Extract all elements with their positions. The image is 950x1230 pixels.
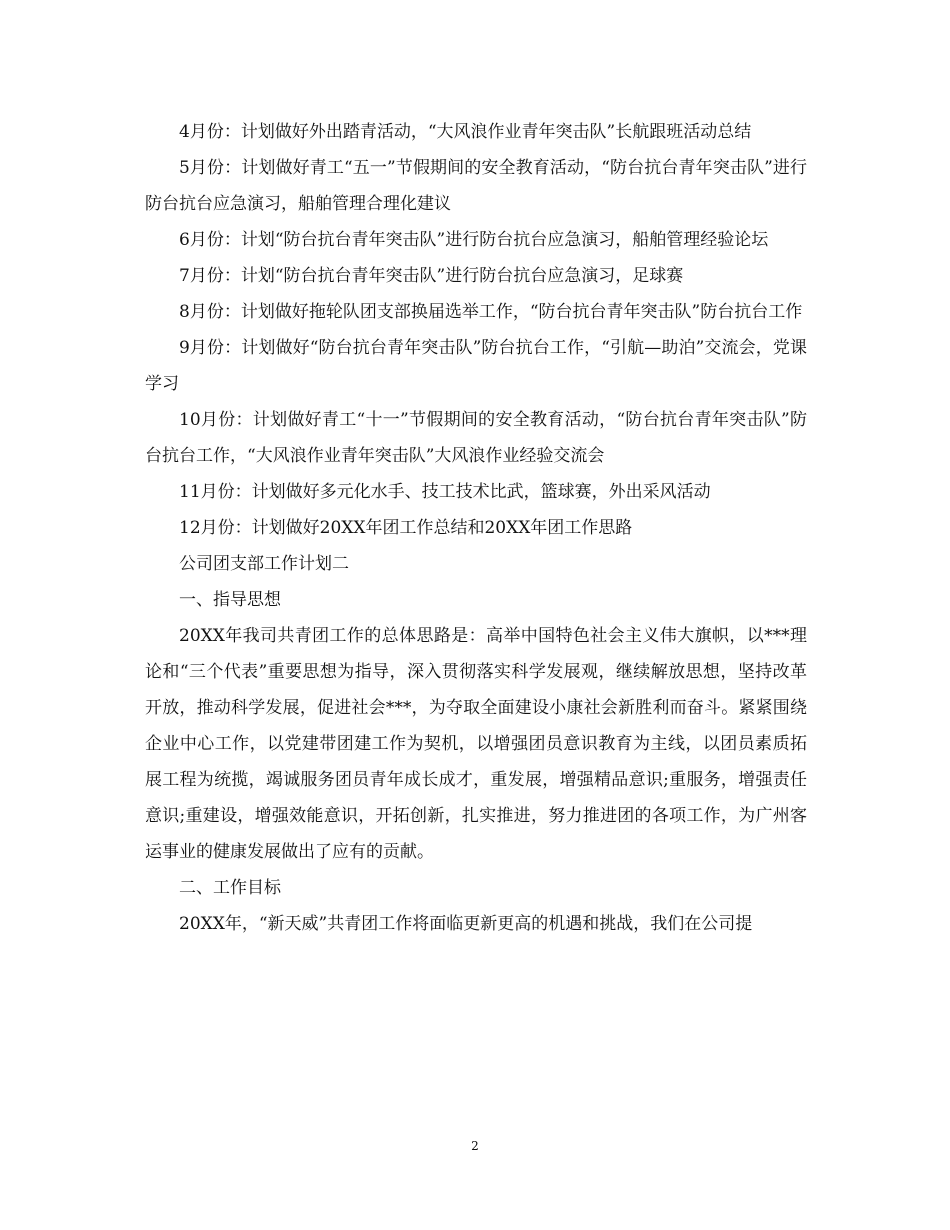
document-body: [145, 114, 807, 942]
paragraph-november-plan: 11月份：计划做好多元化水手、技工技术比武，篮球赛，外出采风活动: [179, 482, 711, 502]
paragraph-guiding-ideology: 20XX年我司共青团工作的总体思路是：高举中国特色社会主义伟大旗帜，以***理论和“三个代表”重要思想为指导，深入贯彻落实科学发展观，继续解放思想，坚持改革开放，推动科学发展，促进社会***，为夺取全面建设小康社会新胜利而奋斗。紧紧围绕企业中心工作，以党建带团建工作为契机，以增强团员意识教育为主线，以团员素质拓展工程为统揽，竭诚服务团员青年成长成才，重发展，增强精品意识;重服务，增强责任意识;重建设，增强效能意识，开拓创新，扎实推进，努力推进团的各项工作，为广州客运事业的健康发展做出了应有的贡献。: [145, 626, 807, 862]
page-number: 2: [471, 1139, 479, 1153]
paragraph-july-plan: 7月份：计划“防台抗台青年突击队”进行防台抗台应急演习，足球赛: [179, 266, 684, 286]
paragraph-october-plan: 10月份：计划做好青工“十一”节假期间的安全教育活动，“防台抗台青年突击队”防台抗台工作，“大风浪作业青年突击队”大风浪作业经验交流会: [145, 410, 807, 466]
paragraph-may-plan: 5月份：计划做好青工“五一”节假期间的安全教育活动，“防台抗台青年突击队”进行防台抗台应急演习，船舶管理合理化建议: [145, 158, 807, 214]
paragraph-august-plan: 8月份：计划做好拖轮队团支部换届选举工作，“防台抗台青年突击队”防台抗台工作: [179, 302, 803, 322]
paragraph-september-plan: 9月份：计划做好“防台抗台青年突击队”防台抗台工作，“引航—助泊”交流会，党课学习: [145, 338, 807, 394]
paragraph-work-goals: 20XX年，“新天威”共青团工作将面临更新更高的机遇和挑战，我们在公司提: [179, 914, 753, 934]
heading-work-goals: 二、工作目标: [179, 878, 281, 898]
paragraph-april-plan: 4月份：计划做好外出踏青活动，“大风浪作业青年突击队”长航跟班活动总结: [179, 122, 752, 142]
section-title-plan-two: 公司团支部工作计划二: [179, 554, 349, 574]
paragraph-june-plan: 6月份：计划“防台抗台青年突击队”进行防台抗台应急演习，船舶管理经验论坛: [179, 230, 769, 250]
heading-guiding-ideology: 一、指导思想: [179, 590, 281, 610]
paragraph-december-plan: 12月份：计划做好20XX年团工作总结和20XX年团工作思路: [179, 518, 633, 538]
